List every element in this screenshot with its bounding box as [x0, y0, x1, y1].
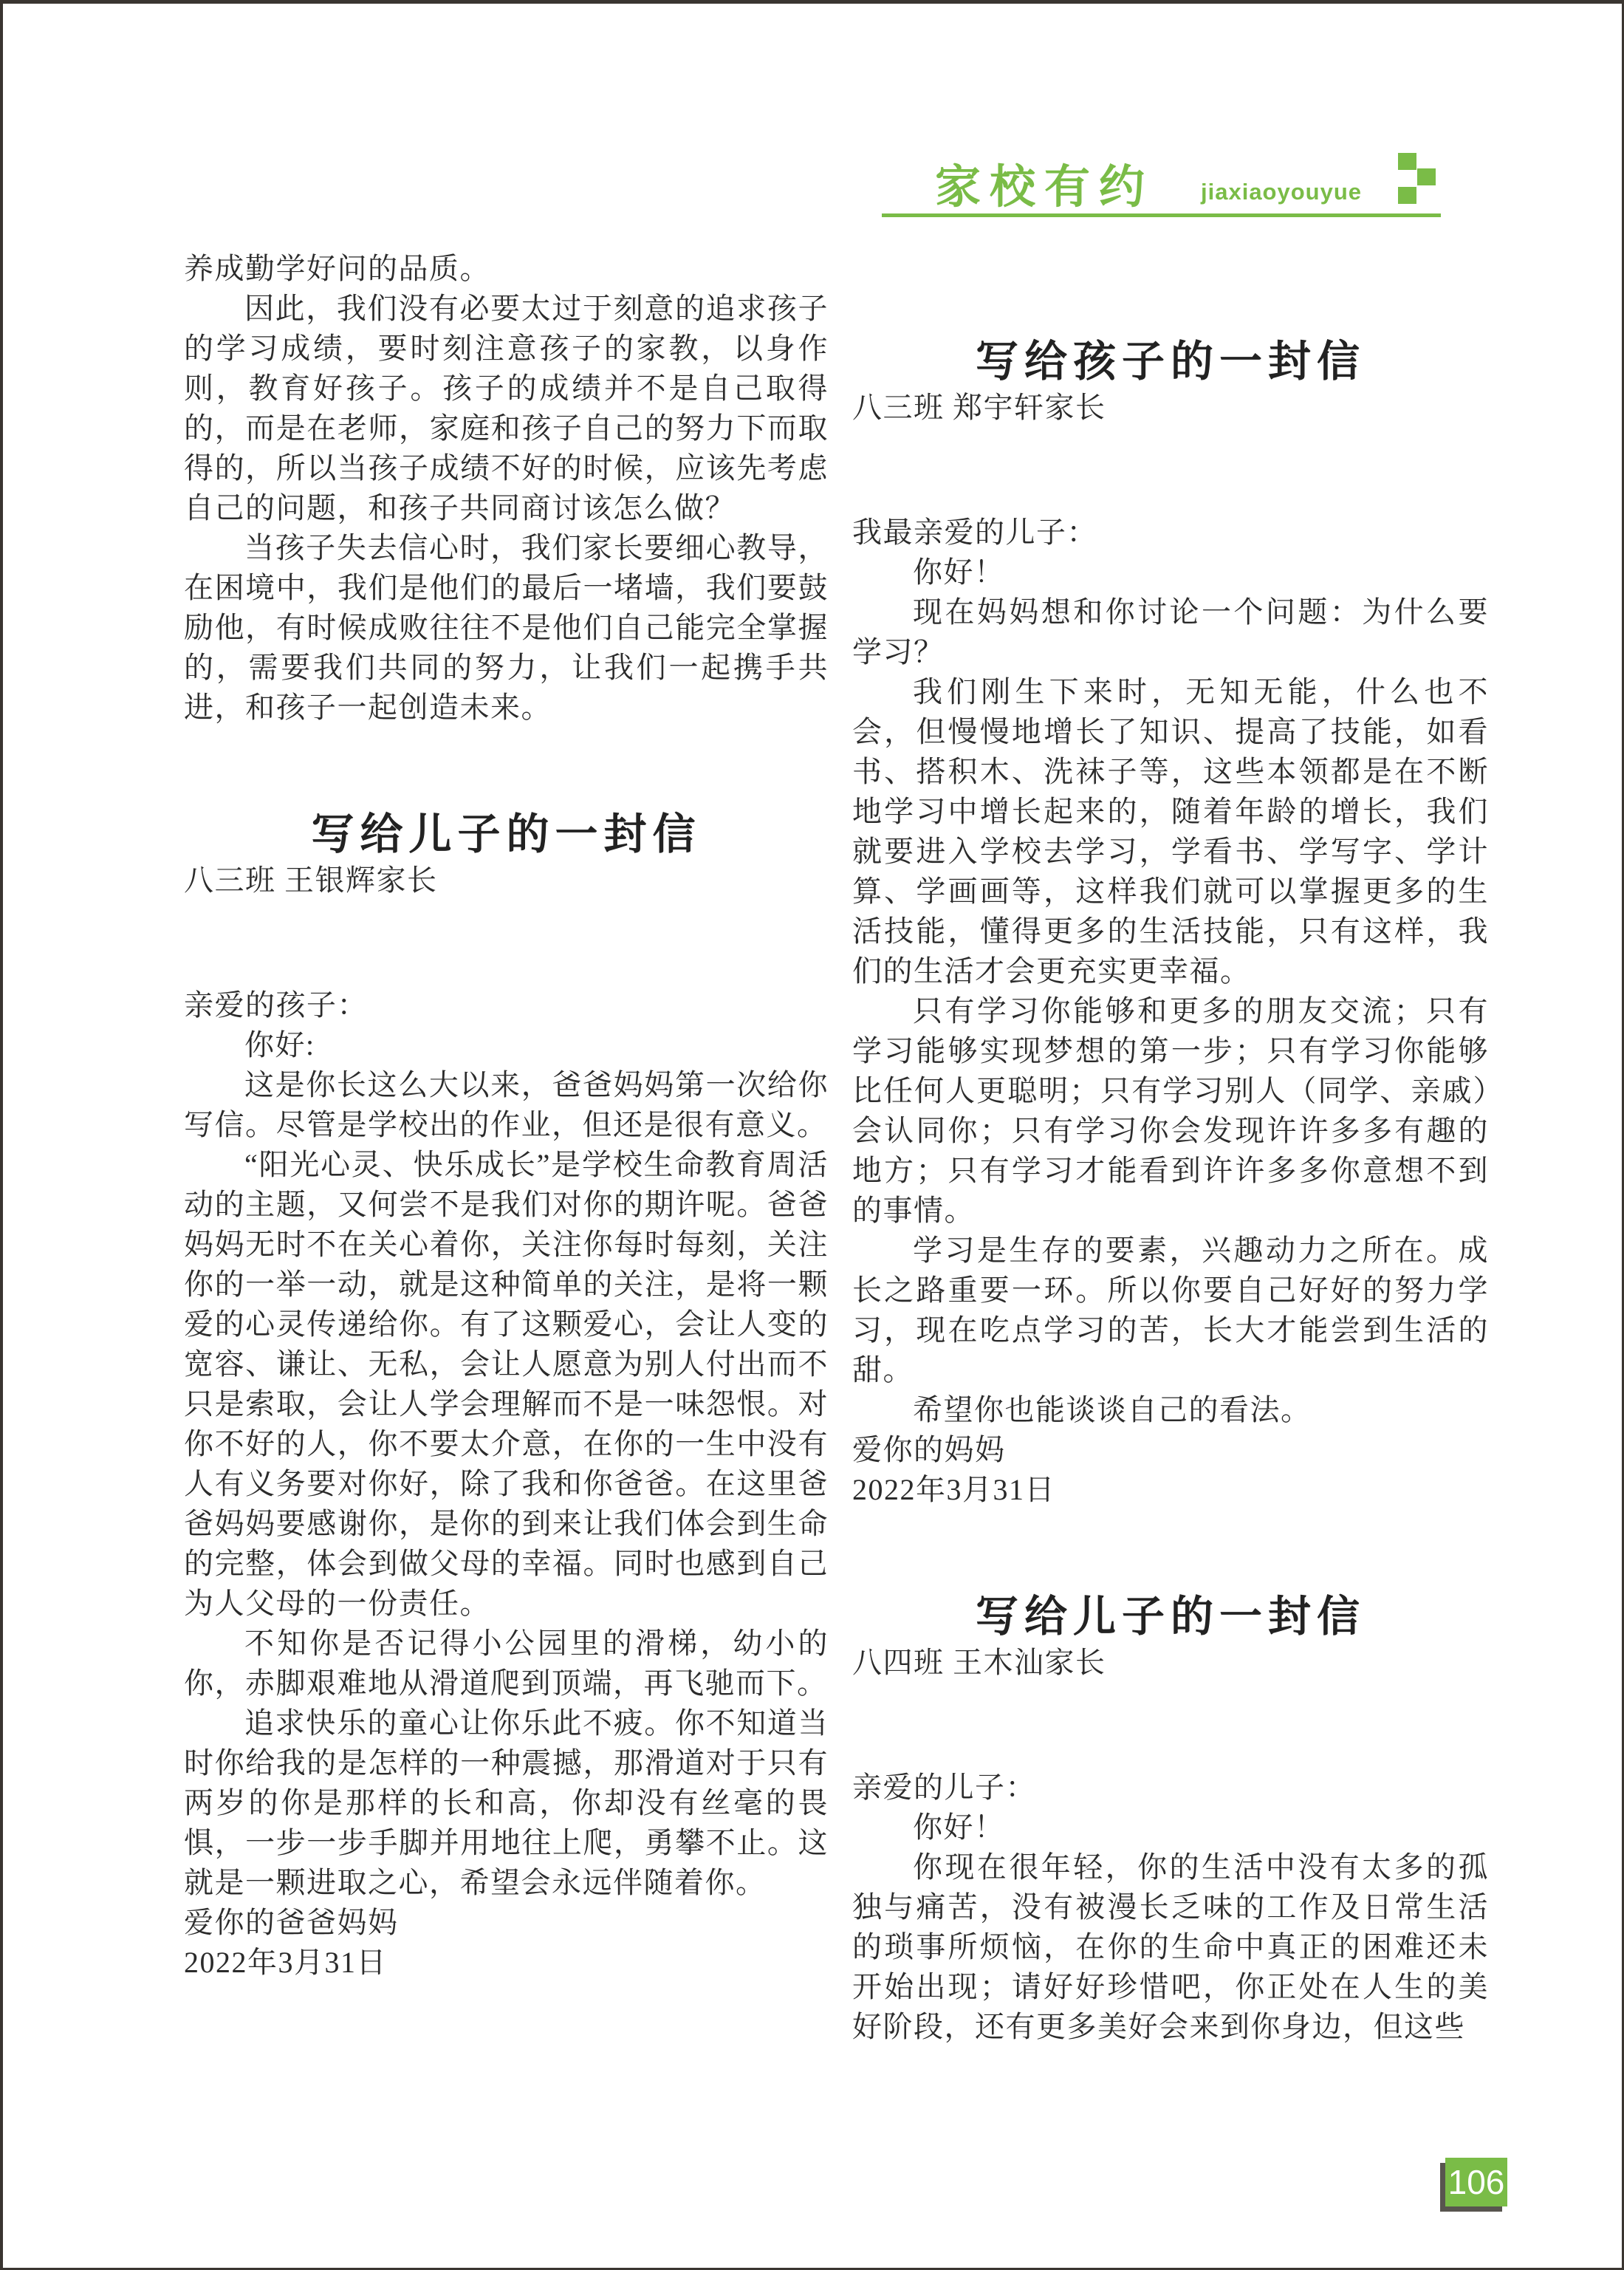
letter-paragraph: 这是你长这么大以来，爸爸妈妈第一次给你写信。尽管是学校出的作业，但还是很有意义。: [184, 1068, 829, 1141]
left-column: [184, 249, 829, 1983]
letter-paragraph: 学习是生存的要素，兴趣动力之所在。成长之路重要一环。所以你要自己好好的努力学习，现在吃点学习的苦，长大才能尝到生活的甜。: [852, 1234, 1489, 1387]
letter-signature: 爱你的爸爸妈妈: [184, 1906, 399, 1939]
letter-body: [852, 1768, 1489, 2047]
header-divider: [882, 213, 1441, 217]
letter-paragraph: 你好！: [913, 555, 1005, 589]
letter-salutation: 亲爱的孩子：: [184, 988, 368, 1022]
pixel-square: [1398, 153, 1416, 170]
letter-date: 2022年3月31日: [184, 1946, 387, 1979]
pixel-squares-icon: [1398, 153, 1436, 206]
letter-salutation: 我最亲爱的儿子：: [852, 516, 1097, 549]
letter-salutation: 亲爱的儿子：: [852, 1771, 1036, 1804]
intro-paragraph: 养成勤学好问的品质。: [184, 252, 490, 285]
article-byline: 八三班 王银辉家长: [184, 864, 438, 897]
letter-paragraph: “阳光心灵、快乐成长”是学校生命教育周活动的主题，又何尝不是我们对你的期许呢。爸爸妈妈无时不在关心着你，关注你每时每刻，关注你的一举一动，就是这种简单的关注，是将一颗爱的心灵传递给你。有了这颗爱心，会让人变的宽容、谦让、无私，会让人愿意为别人付出而不只是索取，会让人学会理解而不是一味怨恨。对你不好的人，你不要太介意，在你的一生中没有人有义务要对你好，除了我和你爸爸。在这里爸爸妈妈要感谢你，是你的到来让我们体会到生命的完整，体会到做父母的幸福。同时也感到自己为人父母的一份责任。: [184, 1148, 829, 1620]
article-title-letter-to-son: 写给儿子的一封信: [311, 810, 702, 858]
page-header-pinyin: jiaxiaoyouyue: [1201, 179, 1363, 205]
letter-paragraph: 你好！: [913, 1811, 1005, 1844]
intro-text: [184, 249, 829, 728]
letter-paragraph: 不知你是否记得小公园里的滑梯，幼小的你，赤脚艰难地从滑道爬到顶端，再飞驰而下。: [184, 1627, 829, 1700]
pixel-square: [1398, 187, 1416, 204]
right-column: [852, 336, 1489, 2047]
letter-paragraph: 只有学习你能够和更多的朋友交流；只有学习能够实现梦想的第一步；只有学习你能够比任何人更聪明；只有学习别人（同学、亲戚）会认同你；只有学习你会发现许许多多有趣的地方；只有学习才能看到许许多多你意想不到的事情。: [852, 994, 1489, 1227]
letter-paragraph: 现在妈妈想和你讨论一个问题：为什么要学习？: [852, 595, 1489, 669]
article-title-letter-to-son-2: 写给儿子的一封信: [975, 1593, 1366, 1641]
article-byline: 八三班 郑宇轩家长: [852, 391, 1106, 424]
letter-signature: 爱你的妈妈: [852, 1433, 1006, 1466]
article-title-letter-to-child: 写给孩子的一封信: [975, 338, 1366, 386]
letter-body: [184, 985, 829, 1983]
page-number-badge: 106: [1445, 2158, 1507, 2206]
article-byline: 八四班 王木汕家长: [852, 1646, 1106, 1679]
letter-paragraph: 希望你也能谈谈自己的看法。: [913, 1393, 1312, 1426]
intro-paragraph: 当孩子失去信心时，我们家长要细心教导，在困境中，我们是他们的最后一堵墙，我们要鼓励他，有时候成败往往不是他们自己能完全掌握的，需要我们共同的努力，让我们一起携手共进，和孩子一起创造未来。: [184, 531, 829, 724]
letter-body: [852, 513, 1489, 1510]
letter-paragraph: 我们刚生下来时，无知无能，什么也不会，但慢慢地增长了知识、提高了技能，如看书、搭积木、洗袜子等，这些本领都是在不断地学习中增长起来的，随着年龄的增长，我们就要进入学校去学习，学看书、学写字、学计算、学画画等，这样我们就可以掌握更多的生活技能，懂得更多的生活技能，只有这样，我们的生活才会更充实更幸福。: [852, 675, 1489, 988]
pixel-square: [1417, 168, 1436, 185]
letter-date: 2022年3月31日: [852, 1473, 1055, 1506]
letter-paragraph: 追求快乐的童心让你乐此不疲。你不知道当时你给我的是怎样的一种震撼，那滑道对于只有两岁的你是那样的长和高，你却没有丝毫的畏惧，一步一步手脚并用地往上爬，勇攀不止。这就是一颗进取之心，希望会永远伴随着你。: [184, 1706, 829, 1899]
page-header-title: 家校有约: [935, 163, 1154, 213]
intro-paragraph: 因此，我们没有必要太过于刻意的追求孩子的学习成绩，要时刻注意孩子的家教，以身作则，教育好孩子。孩子的成绩并不是自己取得的，而是在老师，家庭和孩子自己的努力下而取得的，所以当孩子成绩不好的时候，应该先考虑自己的问题，和孩子共同商讨该怎么做？: [184, 292, 829, 524]
letter-paragraph: 你好:: [244, 1028, 315, 1062]
letter-paragraph: 你现在很年轻，你的生活中没有太多的孤独与痛苦，没有被漫长乏味的工作及日常生活的琐事所烦恼，在你的生命中真正的困难还未开始出现；请好好珍惜吧，你正处在人生的美好阶段，还有更多美好会来到你身边，但这些: [852, 1850, 1489, 2043]
